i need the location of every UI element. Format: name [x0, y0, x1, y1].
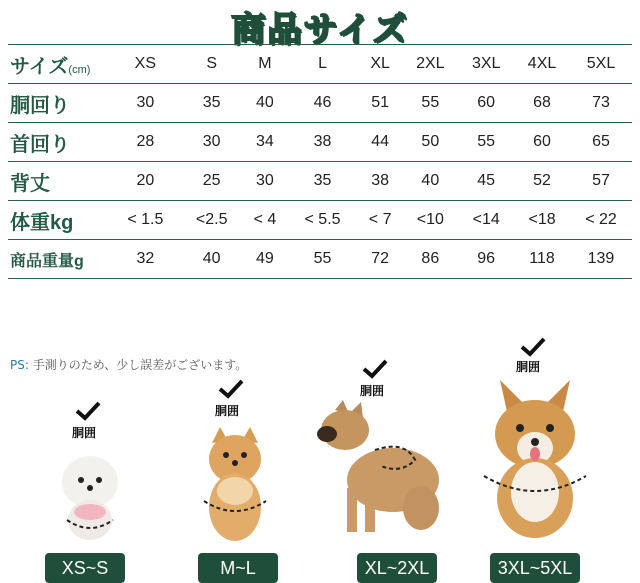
dog-photo-3xl-5xl [470, 372, 600, 538]
table-cell: <18 [514, 201, 570, 240]
measure-label: 胴囲 [516, 360, 541, 374]
check-icon [218, 378, 244, 400]
table-cell: 55 [287, 240, 358, 279]
size-3xl: 3XL [458, 45, 514, 84]
table-cell: 49 [243, 240, 288, 279]
size-l: L [287, 45, 358, 84]
table-cell: 35 [181, 84, 243, 123]
measurement-note [10, 356, 247, 373]
size-badge-m-l: M~L [198, 553, 278, 583]
table-cell: 118 [514, 240, 570, 279]
table-cell: <10 [402, 201, 458, 240]
check-icon [75, 400, 101, 422]
table-cell: 40 [181, 240, 243, 279]
size-badge-3xl-5xl: 3XL~5XL [490, 553, 580, 583]
size-4xl: 4XL [514, 45, 570, 84]
table-cell: 55 [458, 123, 514, 162]
table-cell: 73 [570, 84, 632, 123]
note-prefix: PS: [10, 358, 29, 372]
table-row [8, 201, 632, 240]
table-cell: 68 [514, 84, 570, 123]
size-xl: XL [358, 45, 403, 84]
table-cell: 86 [402, 240, 458, 279]
row-label: 首回り [8, 123, 110, 162]
table-cell: 45 [458, 162, 514, 201]
row-label: 商品重量g [8, 240, 110, 279]
table-cell: 25 [181, 162, 243, 201]
size-s: S [181, 45, 243, 84]
check-icon [362, 358, 388, 380]
table-cell: 139 [570, 240, 632, 279]
table-cell: < 5.5 [287, 201, 358, 240]
dog-photo-m-l [190, 425, 280, 545]
table-cell: 40 [402, 162, 458, 201]
table-cell: 50 [402, 123, 458, 162]
table-cell: 38 [358, 162, 403, 201]
size-badge-xs-s: XS~S [45, 553, 125, 583]
table-cell: 40 [243, 84, 288, 123]
size-xs: XS [110, 45, 181, 84]
table-cell: 57 [570, 162, 632, 201]
table-cell: 35 [287, 162, 358, 201]
table-cell: < 7 [358, 201, 403, 240]
table-cell: 72 [358, 240, 403, 279]
size-5xl: 5XL [570, 45, 632, 84]
size-2xl: 2XL [402, 45, 458, 84]
table-cell: 30 [110, 84, 181, 123]
page-title: 商品サイズ [231, 10, 409, 50]
table-row [8, 123, 632, 162]
table-cell: 65 [570, 123, 632, 162]
table-cell: 55 [402, 84, 458, 123]
table-cell: <2.5 [181, 201, 243, 240]
row-label: 背丈 [8, 162, 110, 201]
table-cell: 20 [110, 162, 181, 201]
table-cell: 30 [243, 162, 288, 201]
measure-label: 胴囲 [215, 404, 240, 418]
table-header-row [8, 45, 632, 84]
row-label: 胴回り [8, 84, 110, 123]
size-m: M [243, 45, 288, 84]
table-row [8, 240, 632, 279]
row-label: 体重kg [8, 201, 110, 240]
table-cell: 30 [181, 123, 243, 162]
table-cell: 60 [458, 84, 514, 123]
dog-photo-xl-2xl [305, 400, 445, 540]
table-cell: 38 [287, 123, 358, 162]
measure-label: 胴囲 [72, 426, 97, 440]
measure-label: 胴囲 [360, 384, 385, 398]
table-cell: < 1.5 [110, 201, 181, 240]
table-cell: 46 [287, 84, 358, 123]
check-icon [520, 336, 546, 358]
table-cell: 51 [358, 84, 403, 123]
table-row [8, 84, 632, 123]
note-text: 手測りのため、少し誤差がございます。 [32, 358, 248, 372]
table-cell: 96 [458, 240, 514, 279]
size-badge-xl-2xl: XL~2XL [357, 553, 437, 583]
table-cell: 34 [243, 123, 288, 162]
table-cell: < 22 [570, 201, 632, 240]
table-row [8, 162, 632, 201]
dog-photo-xs-s [55, 450, 125, 540]
table-cell: 52 [514, 162, 570, 201]
table-cell: 44 [358, 123, 403, 162]
table-cell: < 4 [243, 201, 288, 240]
header-label: サイズ(cm) [8, 45, 110, 84]
table-cell: 60 [514, 123, 570, 162]
size-table [8, 44, 632, 279]
table-cell: 32 [110, 240, 181, 279]
table-cell: 28 [110, 123, 181, 162]
table-cell: <14 [458, 201, 514, 240]
